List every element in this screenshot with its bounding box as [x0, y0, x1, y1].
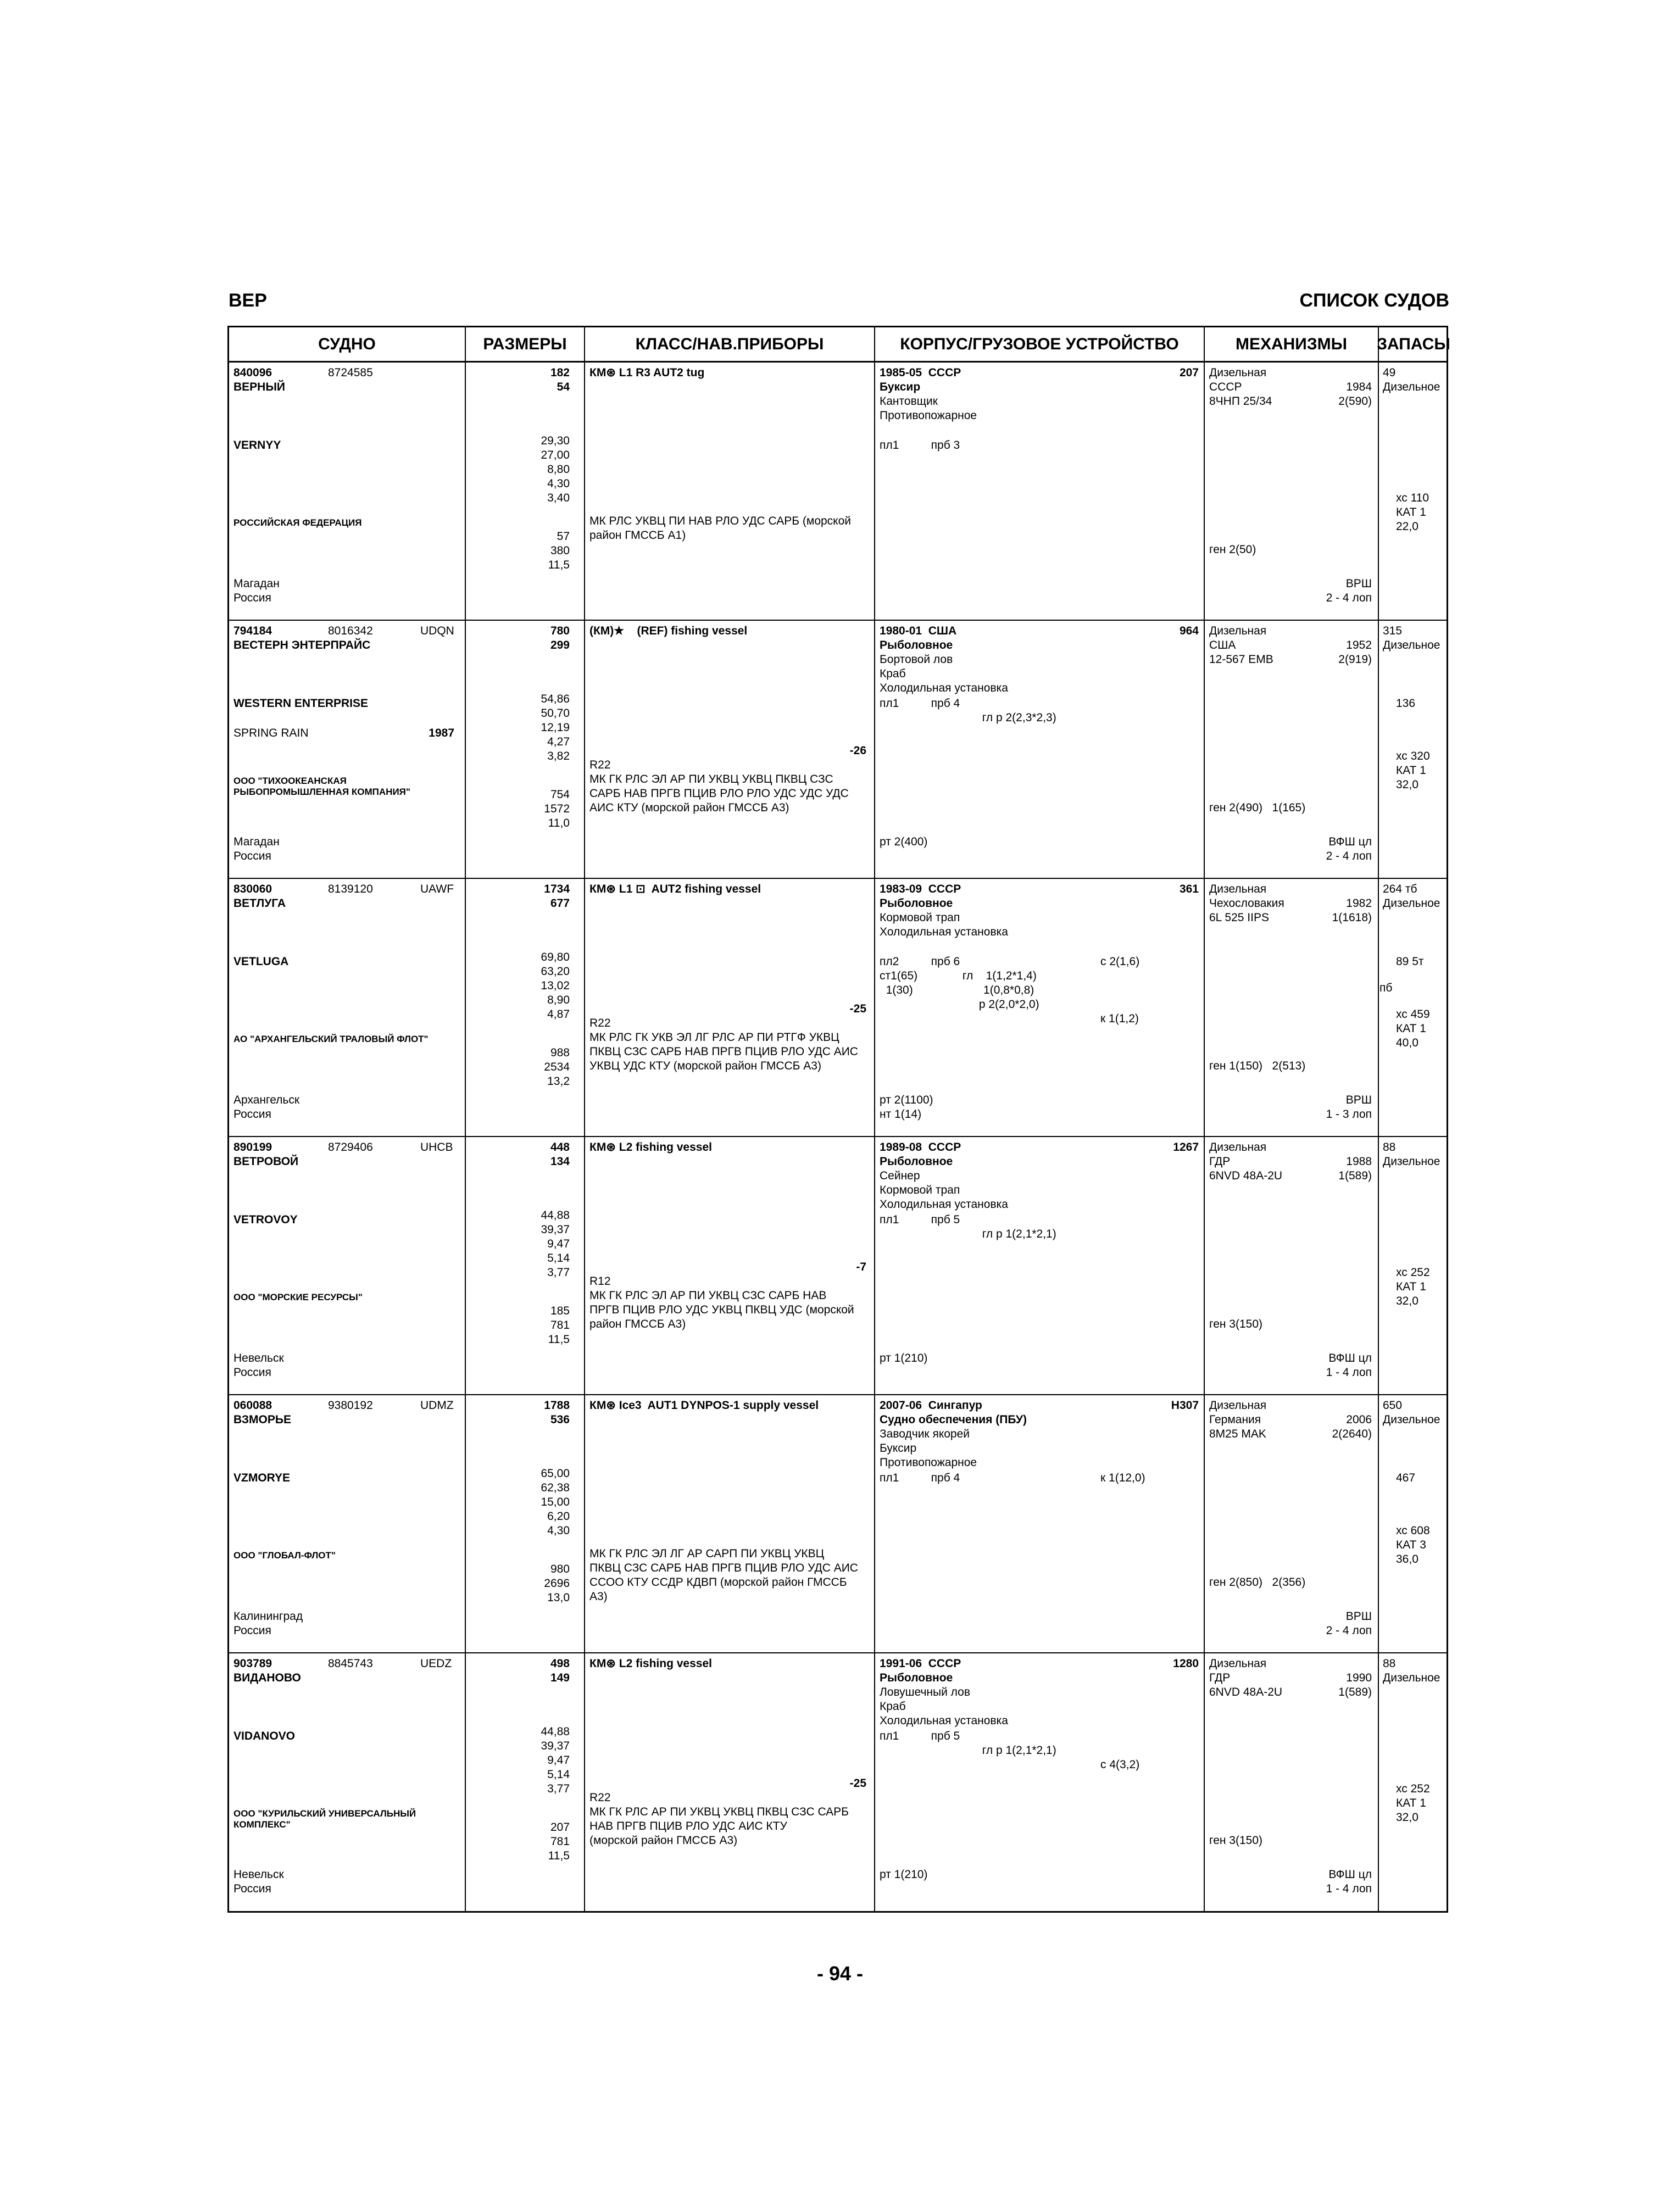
owner: ООО "ТИХООКЕАНСКАЯ РЫБОПРОМЫШЛЕННАЯ КОМПАНИЯ": [233, 776, 410, 797]
home-port: Архангельск: [233, 1094, 300, 1106]
ship-table: [227, 326, 1448, 1913]
engine-info: Дизельная ГДР 6NVD 48A-2U: [1209, 1657, 1283, 1698]
build-info: 1980-01 США: [880, 625, 957, 637]
cargo-gear: пл1 прб 5 гл р 1(2,1*2,1): [880, 1730, 1056, 1757]
nav-equipment: МК РЛС ГК УКВ ЭЛ ЛГ РЛС АР ПИ РТГФ УКВЦ ПКВЦ СЗС САРБ НАВ ПРГВ ПЦИВ РЛО УДС АИС УКВЦ УДС КТУ (морской район ГМССБ А3): [589, 1031, 858, 1072]
deadweight: 988 2534 13,2: [544, 1046, 570, 1088]
ship-type: Рыболовное: [880, 1155, 953, 1168]
ship-record: [229, 363, 1447, 621]
fuel-capacity: 136: [1396, 697, 1416, 710]
engine-info: Дизельная ГДР 6NVD 48A-2U: [1209, 1141, 1283, 1182]
ship-record: [229, 1653, 1447, 1912]
reg-number: 903789: [233, 1657, 272, 1670]
dimensions: 69,80 63,20 13,02 8,90 4,87: [541, 951, 570, 1021]
deadweight: 207 781 11,5: [548, 1821, 570, 1862]
ship-type: Рыболовное: [880, 639, 953, 651]
hull-details: Сейнер Кормовой трап Холодильная установка: [880, 1169, 1008, 1211]
flag-country: Россия: [233, 1108, 271, 1121]
call-sign: UDQN: [420, 625, 454, 637]
hull-number: 207: [1179, 366, 1199, 379]
refrigerant: R22: [589, 1017, 611, 1029]
engine-year-power: 1952 2(919): [1338, 639, 1372, 666]
generators: ген 3(150): [1209, 1834, 1263, 1847]
owner: ООО "МОРСКИЕ РЕСУРСЫ": [233, 1292, 363, 1302]
holds: рт 1(210): [880, 1352, 928, 1364]
build-info: 1983-09 СССР: [880, 883, 961, 895]
class-notation: (КМ)★ (REF) fishing vessel: [589, 625, 748, 637]
class-notation: КМ⊛ L1 ⊡ AUT2 fishing vessel: [589, 883, 761, 895]
nav-equipment: МК ГК РЛС АР ПИ УКВЦ УКВЦ ПКВЦ СЗС САРБ НАВ ПРГВ ПЦИВ РЛО УДС АИС КТУ (морской район ГМССБ А3): [589, 1806, 849, 1847]
hull-details: Ловушечный лов Краб Холодильная установка: [880, 1686, 1008, 1727]
dimensions: 44,88 39,37 9,47 5,14 3,77: [541, 1209, 570, 1279]
dimensions: 44,88 39,37 9,47 5,14 3,77: [541, 1725, 570, 1795]
ship-name-latin: VETLUGA: [233, 955, 289, 968]
nav-equipment: МК РЛС УКВЦ ПИ НАВ РЛО УДС САРБ (морской район ГМССБ А1): [589, 515, 852, 542]
holds: рт 2(1100) нт 1(14): [880, 1094, 933, 1121]
dimensions: 29,30 27,00 8,80 4,30 3,40: [541, 434, 570, 504]
reg-number: 830060: [233, 883, 272, 895]
flag-country: Россия: [233, 850, 271, 862]
home-port: Невельск: [233, 1868, 284, 1881]
refrigerant-temperature: -25: [849, 1777, 866, 1790]
engine-info: Дизельная Германия 8M25 MAK: [1209, 1399, 1267, 1440]
reg-number: 060088: [233, 1399, 272, 1412]
gross-tonnage: 1734: [544, 883, 570, 895]
ship-name: ВЕРНЫЙ: [233, 381, 285, 393]
cargo-gear: пл1 прб 4: [880, 1472, 960, 1484]
generators: ген 2(490) 1(165): [1209, 801, 1306, 814]
home-port: Магадан: [233, 835, 280, 848]
col-header-ship: СУДНО: [229, 327, 466, 363]
col-header-engines: МЕХАНИЗМЫ: [1205, 327, 1379, 363]
refrigeration-stores: хс 252 КАТ 1 32,0: [1396, 1266, 1430, 1307]
cargo-gear-cranes: с 4(3,2): [1100, 1758, 1140, 1771]
fuel-stores: 264 тб Дизельное: [1383, 883, 1440, 910]
col-header-stores: ЗАПАСЫ: [1379, 327, 1448, 363]
refrigerant-temperature: -25: [849, 1002, 866, 1015]
cargo-gear: пл1 прб 4 гл р 2(2,3*2,3): [880, 697, 1056, 724]
ship-record: [229, 621, 1447, 879]
ship-type: Судно обеспечения (ПБУ): [880, 1413, 1027, 1426]
imo-number: 9380192: [328, 1399, 373, 1412]
hull-number: 361: [1179, 883, 1199, 895]
refrigerant: R12: [589, 1275, 611, 1288]
net-tonnage: 299: [550, 639, 570, 651]
class-notation: КМ⊛ Ice3 AUT1 DYNPOS-1 supply vessel: [589, 1399, 819, 1412]
fuel-sub: пб: [1379, 982, 1393, 994]
net-tonnage: 149: [550, 1672, 570, 1684]
fuel-stores: 315 Дизельное: [1383, 625, 1440, 651]
deadweight: 980 2696 13,0: [544, 1563, 570, 1604]
fuel-stores: 88 Дизельное: [1383, 1657, 1440, 1684]
home-port: Магадан: [233, 577, 280, 590]
deadweight: 185 781 11,5: [548, 1305, 570, 1346]
ship-name-latin: WESTERN ENTERPRISE: [233, 697, 369, 710]
ship-name: ВЕСТЕРН ЭНТЕРПРАЙС: [233, 639, 371, 651]
col-header-class: КЛАСС/НАВ.ПРИБОРЫ: [585, 327, 875, 363]
nav-equipment: МК ГК РЛС ЭЛ АР ПИ УКВЦ УКВЦ ПКВЦ СЗС САРБ НАВ ПРГВ ПЦИВ РЛО РЛО УДС УДС УДС АИС КТУ (морской район ГМССБ А3): [589, 773, 849, 814]
call-sign: UAWF: [420, 883, 454, 895]
propeller: ВФШ цл 1 - 4 лоп: [1326, 1352, 1372, 1379]
hull-details: Заводчик якорей Буксир Противопожарное: [880, 1428, 977, 1469]
net-tonnage: 677: [550, 897, 570, 910]
imo-number: 8724585: [328, 366, 373, 379]
reg-number: 840096: [233, 366, 272, 379]
hull-number: Н307: [1171, 1399, 1199, 1412]
header-left: ВЕР: [229, 290, 267, 311]
col-header-hull: КОРПУС/ГРУЗОВОЕ УСТРОЙСТВО: [875, 327, 1205, 363]
ship-record: [229, 1137, 1447, 1395]
owner: РОССИЙСКАЯ ФЕДЕРАЦИЯ: [233, 517, 362, 528]
gross-tonnage: 448: [550, 1141, 570, 1154]
header-right: СПИСОК СУДОВ: [1299, 290, 1449, 311]
hull-details: Бортовой лов Краб Холодильная установка: [880, 653, 1008, 694]
engine-info: Дизельная Чехословакия 6L 525 IIPS: [1209, 883, 1284, 924]
refrigeration-stores: хс 459 КАТ 1 40,0: [1396, 1008, 1430, 1049]
generators: ген 2(50): [1209, 543, 1256, 556]
hull-number: 1280: [1173, 1657, 1199, 1670]
fuel-stores: 650 Дизельное: [1383, 1399, 1440, 1426]
col-header-dims: РАЗМЕРЫ: [466, 327, 585, 363]
engine-year-power: 2006 2(2640): [1332, 1413, 1372, 1440]
engine-year-power: 1988 1(589): [1338, 1155, 1372, 1182]
ship-name: ВЕТРОВОЙ: [233, 1155, 299, 1168]
build-info: 1991-06 СССР: [880, 1657, 961, 1670]
dimensions: 65,00 62,38 15,00 6,20 4,30: [541, 1467, 570, 1537]
cargo-gear-cranes: с 2(1,6) к 1(1,2): [1100, 955, 1140, 1025]
dimensions: 54,86 50,70 12,19 4,27 3,82: [541, 693, 570, 762]
propeller: ВРШ 2 - 4 лоп: [1326, 577, 1372, 604]
net-tonnage: 134: [550, 1155, 570, 1168]
ship-type: Буксир: [880, 381, 921, 393]
nav-equipment: МК ГК РЛС ЭЛ АР ПИ УКВЦ СЗС САРБ НАВ ПРГВ ПЦИВ РЛО УДС УКВЦ ПКВЦ УДС (морской район ГМССБ А3): [589, 1289, 854, 1330]
propeller: ВФШ цл 2 - 4 лоп: [1326, 835, 1372, 862]
holds: рт 2(400): [880, 835, 928, 848]
gross-tonnage: 182: [550, 366, 570, 379]
hull-details: Кантовщик Противопожарное: [880, 395, 977, 422]
page-number: - 94 -: [816, 1962, 864, 1985]
refrigerant: R22: [589, 1791, 611, 1804]
class-notation: КМ⊛ L2 fishing vessel: [589, 1141, 712, 1154]
cargo-gear-cranes: к 1(12,0): [1100, 1472, 1145, 1484]
home-port: Невельск: [233, 1352, 284, 1364]
ship-record: [229, 1395, 1447, 1653]
call-sign: UEDZ: [420, 1657, 452, 1670]
propeller: ВРШ 2 - 4 лоп: [1326, 1610, 1372, 1637]
previous-name-year: 1987: [429, 727, 454, 739]
previous-name: SPRING RAIN: [233, 727, 309, 739]
hull-number: 1267: [1173, 1141, 1199, 1154]
generators: ген 3(150): [1209, 1318, 1263, 1330]
class-notation: КМ⊛ L1 R3 AUT2 tug: [589, 366, 705, 379]
home-port: Калининград: [233, 1610, 303, 1623]
refrigerant: R22: [589, 759, 611, 771]
flag-country: Россия: [233, 1624, 271, 1637]
engine-info: Дизельная США 12-567 EMB: [1209, 625, 1273, 666]
cargo-gear: пл1 прб 3: [880, 439, 960, 452]
net-tonnage: 536: [550, 1413, 570, 1426]
flag-country: Россия: [233, 592, 271, 604]
fuel-capacity: 467: [1396, 1472, 1416, 1484]
net-tonnage: 54: [557, 381, 570, 393]
build-info: 2007-06 Сингапур: [880, 1399, 982, 1412]
imo-number: 8845743: [328, 1657, 373, 1670]
propeller: ВФШ цл 1 - 4 лоп: [1326, 1868, 1372, 1895]
ship-name: ВЗМОРЬЕ: [233, 1413, 291, 1426]
holds: рт 1(210): [880, 1868, 928, 1881]
imo-number: 8139120: [328, 883, 373, 895]
cargo-gear: пл2 прб 6 ст1(65) гл 1(1,2*1,4) 1(30) 1(0,8*0,8) р 2(2,0*2,0): [880, 955, 1039, 1011]
refrigerant-temperature: -26: [849, 744, 866, 757]
owner: ООО "КУРИЛЬСКИЙ УНИВЕРСАЛЬНЫЙ КОМПЛЕКС": [233, 1808, 416, 1830]
engine-info: Дизельная СССР 8ЧНП 25/34: [1209, 366, 1272, 408]
ship-type: Рыболовное: [880, 897, 953, 910]
ship-name: ВЕТЛУГА: [233, 897, 286, 910]
imo-number: 8729406: [328, 1141, 373, 1154]
build-info: 1989-08 СССР: [880, 1141, 961, 1154]
refrigeration-stores: хс 110 КАТ 1 22,0: [1396, 492, 1429, 533]
deadweight: 57 380 11,5: [548, 530, 570, 571]
fuel-stores: 49 Дизельное: [1383, 366, 1440, 393]
engine-year-power: 1990 1(589): [1338, 1672, 1372, 1698]
ship-name-latin: VETROVOY: [233, 1213, 298, 1226]
gross-tonnage: 498: [550, 1657, 570, 1670]
ship-name-latin: VZMORYE: [233, 1472, 291, 1484]
owner: ООО "ГЛОБАЛ-ФЛОТ": [233, 1550, 336, 1561]
ship-name-latin: VERNYY: [233, 439, 281, 452]
reg-number: 794184: [233, 625, 272, 637]
build-info: 1985-05 СССР: [880, 366, 961, 379]
flag-country: Россия: [233, 1882, 271, 1895]
engine-year-power: 1982 1(1618): [1332, 897, 1372, 924]
gross-tonnage: 1788: [544, 1399, 570, 1412]
reg-number: 890199: [233, 1141, 272, 1154]
ship-name: ВИДАНОВО: [233, 1672, 301, 1684]
refrigeration-stores: хс 608 КАТ 3 36,0: [1396, 1524, 1430, 1566]
refrigerant-temperature: -7: [856, 1261, 866, 1273]
call-sign: UDMZ: [420, 1399, 454, 1412]
deadweight: 754 1572 11,0: [544, 788, 570, 829]
fuel-capacity: 89 5т: [1396, 955, 1424, 968]
refrigeration-stores: хс 252 КАТ 1 32,0: [1396, 1782, 1430, 1824]
owner: АО "АРХАНГЕЛЬСКИЙ ТРАЛОВЫЙ ФЛОТ": [233, 1034, 429, 1044]
ship-type: Рыболовное: [880, 1672, 953, 1684]
imo-number: 8016342: [328, 625, 373, 637]
generators: ген 1(150) 2(513): [1209, 1060, 1306, 1072]
call-sign: UHCB: [420, 1141, 453, 1154]
nav-equipment: МК ГК РЛС ЭЛ ЛГ АР САРП ПИ УКВЦ УКВЦ ПКВЦ СЗС САРБ НАВ ПРГВ ПЦИВ РЛО УДС АИС ССОО КТУ ССДР КДВП (морской район ГМССБ А3): [589, 1547, 858, 1603]
gross-tonnage: 780: [550, 625, 570, 637]
propeller: ВРШ 1 - 3 лоп: [1326, 1094, 1372, 1121]
fuel-stores: 88 Дизельное: [1383, 1141, 1440, 1168]
ship-record: [229, 879, 1447, 1137]
class-notation: КМ⊛ L2 fishing vessel: [589, 1657, 712, 1670]
refrigeration-stores: хс 320 КАТ 1 32,0: [1396, 750, 1430, 791]
ship-name-latin: VIDANOVO: [233, 1730, 296, 1742]
flag-country: Россия: [233, 1366, 271, 1379]
cargo-gear: пл1 прб 5 гл р 1(2,1*2,1): [880, 1213, 1056, 1240]
engine-year-power: 1984 2(590): [1338, 381, 1372, 408]
hull-details: Кормовой трап Холодильная установка: [880, 911, 1008, 938]
generators: ген 2(850) 2(356): [1209, 1576, 1306, 1589]
hull-number: 964: [1179, 625, 1199, 637]
